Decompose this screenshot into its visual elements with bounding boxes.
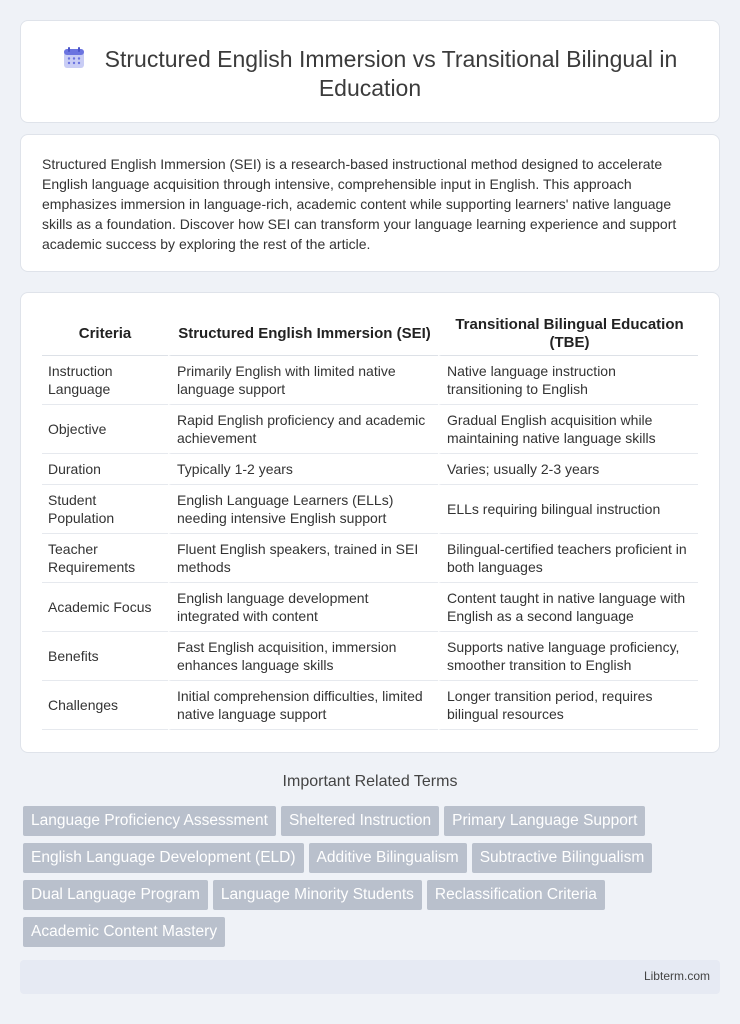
table-row	[42, 356, 698, 405]
criteria-cell: Duration	[42, 454, 168, 485]
tag-row	[23, 917, 703, 954]
sei-cell: Initial comprehension difficulties, limited native language support	[168, 681, 438, 730]
intro-card	[20, 134, 720, 272]
criteria-cell: Student Population	[42, 485, 168, 534]
table-row	[42, 405, 698, 454]
tbe-cell: Bilingual-certified teachers proficient in both languages	[438, 534, 698, 583]
header-criteria: Criteria	[42, 313, 168, 356]
tbe-cell: Varies; usually 2-3 years	[438, 454, 698, 485]
criteria-cell: Challenges	[42, 681, 168, 730]
title-card	[20, 20, 720, 123]
related-term-tag[interactable]: Reclassification Criteria	[427, 880, 605, 910]
intro-paragraph: Structured English Immersion (SEI) is a research-based instructional method designed to accelerate English language acquisition through intensive, comprehensible input in English. This approach emphasizes immersion in language-rich, academic content while supporting learners' native language skills as a foundation. Discover how SEI can transform your language learning experience and support academic success by exploring the rest of the article.	[42, 156, 677, 252]
criteria-cell: Instruction Language	[42, 356, 168, 405]
related-term-tag[interactable]: Subtractive Bilingualism	[472, 843, 653, 873]
related-term-tag[interactable]: Language Minority Students	[213, 880, 422, 910]
footer-site-link[interactable]: Libterm.com	[643, 969, 710, 983]
related-term-tag[interactable]: Additive Bilingualism	[309, 843, 467, 873]
sei-cell: Typically 1-2 years	[168, 454, 438, 485]
tag-row	[23, 806, 703, 843]
table-row	[42, 454, 698, 485]
sei-cell: English Language Learners (ELLs) needing intensive English support	[168, 485, 438, 534]
comparison-table	[42, 313, 698, 730]
table-header-row	[42, 313, 698, 356]
sei-cell: Primarily English with limited native language support	[168, 356, 438, 405]
criteria-cell: Academic Focus	[42, 583, 168, 632]
related-term-tag[interactable]: Academic Content Mastery	[23, 917, 225, 947]
sei-cell: English language development integrated with content	[168, 583, 438, 632]
related-term-tag[interactable]: Sheltered Instruction	[281, 806, 439, 836]
table-row	[42, 632, 698, 681]
sei-cell: Fast English acquisition, immersion enhances language skills	[168, 632, 438, 681]
related-term-tag[interactable]: Dual Language Program	[23, 880, 208, 910]
comparison-table-card	[20, 292, 720, 753]
related-terms-heading: Important Related Terms	[282, 773, 458, 790]
related-term-tag[interactable]: Language Proficiency Assessment	[23, 806, 276, 836]
sei-cell: Fluent English speakers, trained in SEI methods	[168, 534, 438, 583]
header-tbe: Transitional Bilingual Education (TBE)	[438, 313, 698, 356]
calendar-icon	[63, 47, 85, 69]
related-term-tag[interactable]: English Language Development (ELD)	[23, 843, 304, 873]
header-sei: Structured English Immersion (SEI)	[168, 313, 438, 356]
tbe-cell: Content taught in native language with English as a second language	[438, 583, 698, 632]
tbe-cell: ELLs requiring bilingual instruction	[438, 485, 698, 534]
page-title-container	[21, 45, 719, 103]
table-row	[42, 534, 698, 583]
related-terms-list	[23, 806, 703, 954]
table-row	[42, 583, 698, 632]
criteria-cell: Objective	[42, 405, 168, 454]
related-term-tag[interactable]: Primary Language Support	[444, 806, 645, 836]
criteria-cell: Benefits	[42, 632, 168, 681]
tbe-cell: Gradual English acquisition while maintaining native language skills	[438, 405, 698, 454]
tbe-cell: Native language instruction transitioning to English	[438, 356, 698, 405]
tag-row	[23, 880, 703, 917]
table-row	[42, 485, 698, 534]
sei-cell: Rapid English proficiency and academic achievement	[168, 405, 438, 454]
tbe-cell: Longer transition period, requires bilingual resources	[438, 681, 698, 730]
criteria-cell: Teacher Requirements	[42, 534, 168, 583]
tbe-cell: Supports native language proficiency, smoother transition to English	[438, 632, 698, 681]
page-title: Structured English Immersion vs Transitional Bilingual in Education	[104, 46, 678, 101]
tag-row	[23, 843, 703, 880]
table-row	[42, 681, 698, 730]
footer	[20, 960, 720, 994]
